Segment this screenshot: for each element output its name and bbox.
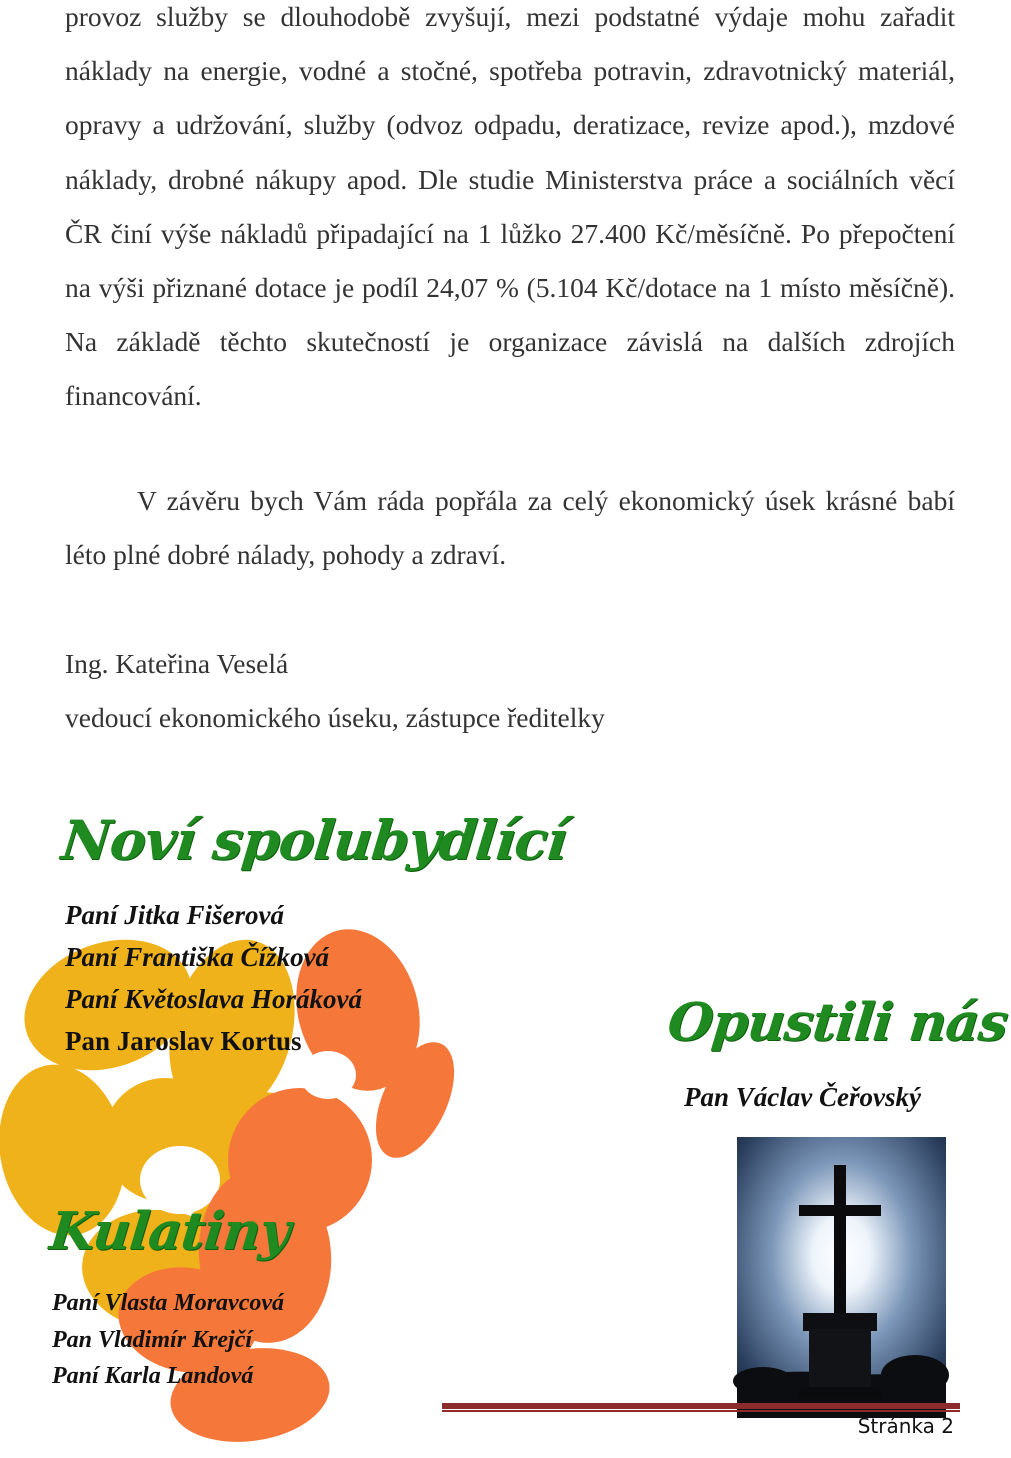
departed-heading: Opustili nás — [664, 992, 1011, 1053]
signature-role: vedoucí ekonomického úseku, zástupce ředitelky — [65, 702, 605, 733]
cross-silhouette-photo — [737, 1137, 946, 1418]
body-paragraph-1: provoz služby se dlouhodobě zvyšují, mezi podstatné výdaje mohu zařadit náklady na energie, vodné a stočné, spotřeba potravin, zdravotnický materiál, opravy a udržování, služby (odvoz odpadu, deratizace, revize apod.), mzdové náklady, drobné nákupy apod. Dle studie Ministerstva práce a sociálních věcí ČR činí výše nákladů připadající na 1 lůžko 27.400 Kč/měsíčně. Po přepočtení na výši přiznané dotace je podíl 24,07 % (5.104 Kč/dotace na 1 místo měsíčně). Na základě těchto skutečností je organizace závislá na dalších zdrojích financování. — [65, 1, 955, 412]
birthday-item: Paní Karla Landová — [52, 1363, 254, 1389]
departed-list — [684, 1076, 921, 1118]
signature-name: Ing. Kateřina Veselá — [65, 648, 289, 679]
body-paragraph-2: V závěru bych Vám ráda popřála za celý ekonomický úsek krásné babí léto plné dobré nálady, pohody a zdraví. — [65, 485, 955, 571]
departed-item: Pan Václav Čeřovský — [684, 1082, 921, 1112]
footer-rule — [442, 1403, 960, 1409]
new-resident-item: Paní Květoslava Horáková — [65, 984, 362, 1014]
cross-silhouette-icon — [737, 1137, 946, 1418]
birthday-item: Paní Vlasta Moravcová — [52, 1290, 284, 1316]
birthdays-heading: Kulatiny — [46, 1201, 293, 1262]
birthday-item: Pan Vladimír Krejčí — [52, 1326, 253, 1353]
new-residents-list — [65, 894, 362, 1062]
new-resident-item: Paní Františka Čížková — [65, 942, 330, 972]
birthdays-list — [52, 1285, 284, 1395]
new-resident-item: Paní Jitka Fišerová — [65, 900, 285, 930]
new-residents-heading: Noví spolubydlící — [58, 808, 570, 872]
page-number: Stránka 2 — [857, 1414, 954, 1438]
new-resident-item: Pan Jaroslav Kortus — [65, 1026, 302, 1056]
